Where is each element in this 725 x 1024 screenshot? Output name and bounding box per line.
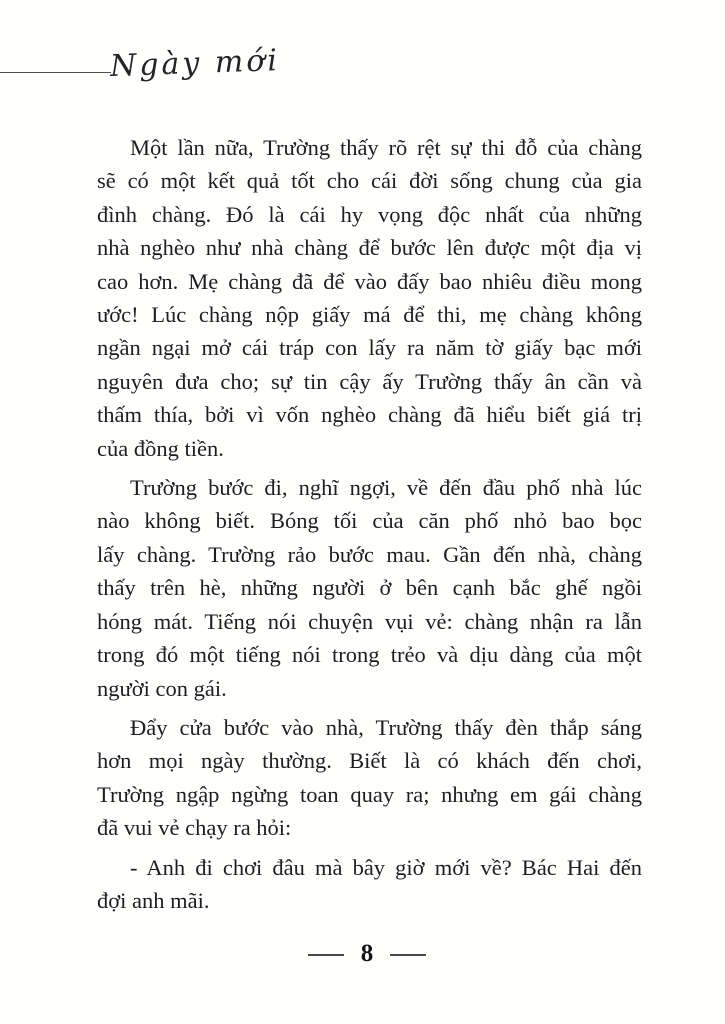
text-line: nguyên đưa cho; sự tin cậy ấy Trường thấy ân cần và	[97, 368, 642, 394]
page-body	[97, 131, 642, 923]
text-line: thấm thía, bởi vì vốn nghèo chàng đã hiểu biết giá trị	[97, 402, 642, 428]
text-line: của đồng tiền.	[97, 435, 224, 461]
text-line: Trường bước đi, nghĩ ngợi, về đến đầu phố nhà lúc	[130, 475, 642, 501]
paragraph	[97, 471, 642, 705]
text-line: Một lần nữa, Trường thấy rõ rệt sự thi đỗ của chàng	[130, 135, 642, 160]
footer-dash-right	[390, 954, 426, 956]
text-line: cao hơn. Mẹ chàng đã để vào đấy bao nhiêu điều mong	[97, 268, 642, 294]
text-line: đình chàng. Đó là cái hy vọng độc nhất của những	[97, 201, 642, 227]
paragraph	[97, 131, 642, 465]
text-line: ngần ngại mở cái tráp con lấy ra năm tờ giấy bạc mới	[97, 335, 642, 361]
text-line: đã vui vẻ chạy ra hỏi:	[97, 815, 292, 841]
footer-dash-left	[308, 954, 344, 956]
text-line: Trường ngập ngừng toan quay ra; nhưng em gái chàng	[97, 781, 642, 807]
text-line: đợi anh mãi.	[97, 887, 210, 913]
text-line: hóng mát. Tiếng nói chuyện vụi vẻ: chàng nhận ra lẫn	[97, 608, 642, 634]
text-line: trong đó một tiếng nói trong trẻo và dịu dàng của một	[97, 642, 642, 668]
page-footer	[0, 941, 725, 969]
text-line: người con gái.	[97, 675, 227, 701]
header-rule	[0, 72, 111, 73]
text-line: lấy chàng. Trường rảo bước mau. Gần đến nhà, chàng	[97, 541, 642, 567]
running-title: Ngày mới	[109, 43, 281, 84]
text-line: Đẩy cửa bước vào nhà, Trường thấy đèn thắp sáng	[130, 714, 642, 740]
paragraph	[97, 711, 642, 845]
text-line: sẽ có một kết quả tốt cho cái đời sống chung của gia	[97, 168, 642, 194]
text-line: thấy trên hè, những người ở bên cạnh bắc ghế ngồi	[97, 575, 642, 601]
text-line: hơn mọi ngày thường. Biết là có khách đến chơi,	[97, 748, 642, 774]
text-line: nhà nghèo như nhà chàng để bước lên được một địa vị	[97, 235, 642, 261]
text-line: nào không biết. Bóng tối của căn phố nhỏ bao bọc	[97, 508, 642, 534]
text-line: ước! Lúc chàng nộp giấy má để thi, mẹ chàng không	[97, 302, 642, 328]
page-number: 8	[360, 940, 374, 967]
text-line: - Anh đi chơi đâu mà bây giờ mới về? Bác Hai đến	[130, 854, 642, 880]
paragraph	[97, 851, 642, 918]
